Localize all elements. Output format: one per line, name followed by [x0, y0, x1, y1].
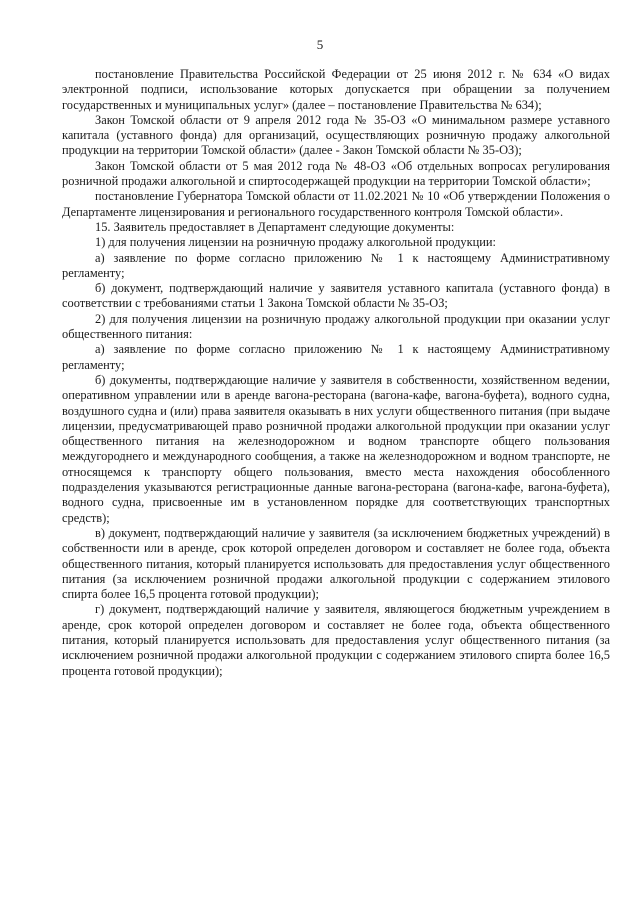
paragraph-item-2g: г) документ, подтверждающий наличие у заявителя, являющегося бюджетным учреждением в аренде, срок которой определен договором и составляет не более года, объекта общественного питания, который планируется использовать для предоставления услуг общественного питания (за исключением розничной продажи алкогольной продукции с содержанием этилового спирта более 16,5 процента готовой продукции);	[62, 602, 610, 678]
page-number: 5	[316, 37, 324, 52]
paragraph-item-2v: в) документ, подтверждающий наличие у заявителя (за исключением бюджетных учреждений) в собственности или в аренде, срок которой определен договором и составляет не более года, объекта общественного питания, который планируется использовать для предоставления услуг общественного питания (за исключением розничной продажи алкогольной продукции с содержанием этилового спирта более 16,5 процента готовой продукции);	[62, 525, 610, 602]
paragraph-item-2: 2) для получения лицензии на розничную продажу алкогольной продукции при оказании услуг общественного питания:	[62, 311, 610, 342]
paragraph-item-15: 15. Заявитель предоставляет в Департамент следующие документы:	[95, 219, 455, 234]
paragraph-law-35-oz: Закон Томской области от 9 апреля 2012 года № 35-ОЗ «О минимальном размере уставного капитала (уставного фонда) для организаций, осуществляющих розничную продажу алкогольной продукции на территории Томской области» (далее - Закон Томской области № 35-ОЗ);	[62, 112, 610, 158]
paragraph-decree-634: постановление Правительства Российской Федерации от 25 июня 2012 г. № 634 «О видах электронной подписи, использование которых допускается при обращении за получением государственных и муниципальных услуг» (далее – постановление Правительства № 634);	[62, 67, 610, 112]
paragraph-item-1: 1) для получения лицензии на розничную продажу алкогольной продукции:	[95, 235, 496, 250]
paragraph-item-2a: а) заявление по форме согласно приложению № 1 к настоящему Административному регламенту;	[62, 342, 610, 372]
paragraph-governor-decree-10: постановление Губернатора Томской области от 11.02.2021 № 10 «Об утверждении Положения о Департаменте лицензирования и регионального государственного контроля Томской области».	[62, 189, 610, 219]
paragraph-item-2b: б) документы, подтверждающие наличие у заявителя в собственности, хозяйственном ведении, оперативном управлении или в аренде вагона-ресторана (вагона-кафе, вагона-буфета), водного судна, воздушного судна и (или) права заявителя оказывать в них услуги общественного питания (при выдаче лицензии, предусматривающей право розничной продажи алкогольной продукции при оказании услуг общественного питания на железнодорожном и водном транспорте общего пользования междугороднего и международного сообщения, а также на железнодорожном и водном транспорте, не относящемся к транспорту общего пользования, вместо места нахождения обособленного подразделения указываются регистрационные данные вагона-ресторана (вагона-кафе, вагона-буфета), водного судна, присвоенные им в установленном порядке для соответствующих транспортных средств);	[62, 372, 610, 525]
paragraph-law-48-oz: Закон Томской области от 5 мая 2012 года № 48-ОЗ «Об отдельных вопросах регулирования розничной продажи алкогольной и спиртосодержащей продукции на территории Томской области»;	[62, 158, 610, 189]
document-body	[62, 67, 610, 679]
paragraph-item-1b: б) документ, подтверждающий наличие у заявителя уставного капитала (уставного фонда) в соответствии с требованиями статьи 1 Закона Томской области № 35-ОЗ;	[62, 281, 610, 311]
paragraph-item-1a: а) заявление по форме согласно приложению № 1 к настоящему Административному регламенту;	[62, 250, 610, 280]
